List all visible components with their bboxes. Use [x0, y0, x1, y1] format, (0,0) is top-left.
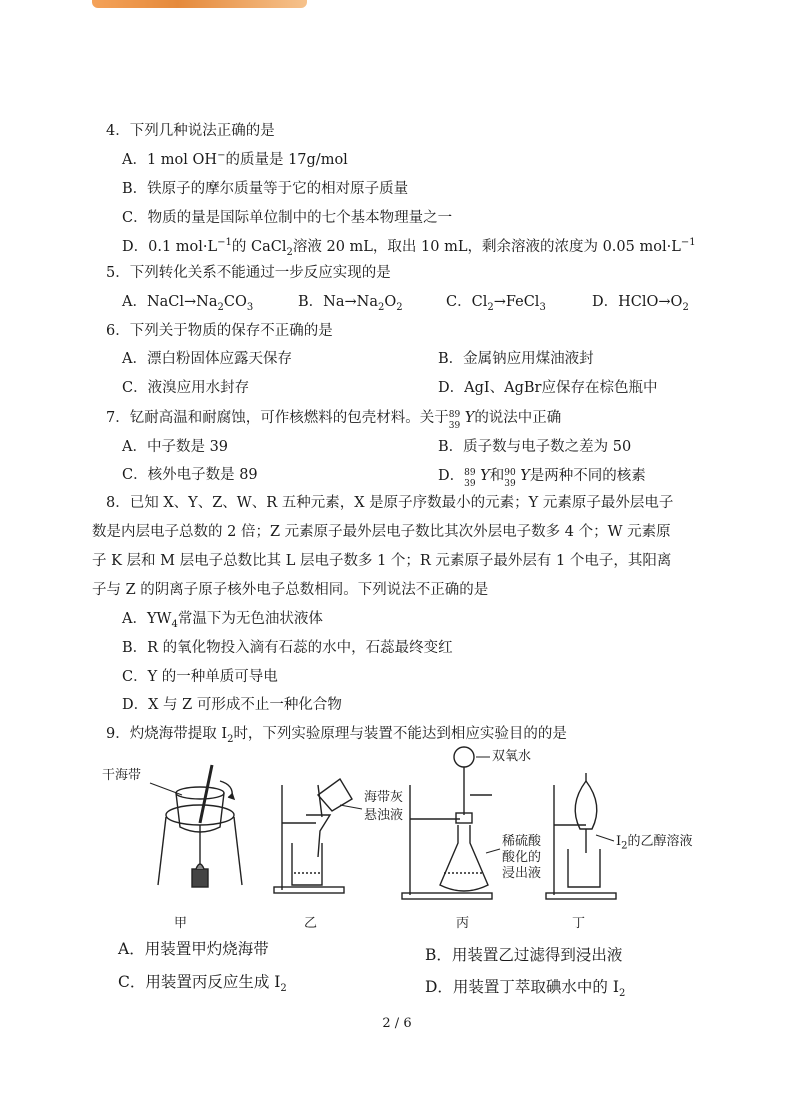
page-number: 2 / 6: [382, 1016, 412, 1031]
caption-bing: 丙: [456, 916, 470, 931]
q4-stem: 4．下列几种说法正确的是: [106, 123, 275, 139]
yttrium-90-nuclide: 90 39: [504, 468, 516, 489]
q7-option-c: C．核外电子数是 89: [122, 467, 258, 483]
label-iodine-ethanol: $I_2$的乙醇溶液: [616, 834, 693, 852]
q7-option-b: B．质子数与电子数之差为 50: [438, 439, 632, 455]
q5-option-a: A．$NaCl\to Na_2CO_3$: [122, 294, 254, 313]
label-dried-kelp: 干海带: [102, 768, 142, 783]
q6-option-b: B．金属钠应用煤油液封: [438, 351, 594, 367]
label-hydrogen-peroxide: 双氧水: [492, 749, 532, 764]
q8-option-d: D．X 与 Z 可形成不止一种化合物: [122, 697, 342, 713]
q5-option-b: B．$Na\to Na_2O_2$: [298, 294, 403, 313]
q8-stem-line3: 子 K 层和 M 层电子总数比其 L 层电子数多 1 个；R 元素原子最外层有 1 个电子，其阳离: [92, 553, 672, 569]
q9-option-b: B．用装置乙过滤得到浸出液: [425, 946, 623, 964]
q8-stem-line1: 8．已知 X、Y、Z、W、R 五种元素，X 是原子序数最小的元素；Y 元素原子最外层电子: [106, 495, 674, 511]
apparatus-ding-separatory-funnel: [546, 773, 616, 899]
top-decoration-bar: [92, 0, 307, 8]
q6-stem: 6．下列关于物质的保存不正确的是: [106, 323, 333, 339]
caption-ding: 丁: [572, 916, 586, 931]
caption-jia: 甲: [174, 916, 188, 931]
apparatus-bing-flask: [402, 747, 500, 899]
q7-option-d: D． 89 39 Y和 90 39 Y是两种不同的核素: [438, 468, 646, 489]
q4-option-d: D．0.1 $mol\cdot L^{-1}$的 CaCl$_2$溶液 20 mL，取出 10 mL，剩余溶液的浓度为 0.05 $mol\cdot L^{-1}$: [122, 237, 696, 258]
q8-option-a: A．$YW_4$常温下为无色油状液体: [122, 611, 323, 630]
label-acidified: 酸化的: [502, 850, 542, 865]
q9-stem: 9．灼烧海带提取 $I_2$时，下列实验原理与装置不能达到相应实验目的的是: [106, 726, 567, 745]
q7-option-a: A．中子数是 39: [122, 439, 229, 455]
q6-option-a: A．漂白粉固体应露天保存: [122, 351, 292, 367]
label-leachate: 浸出液: [502, 866, 542, 881]
yttrium-89-nuclide: 89 39: [448, 410, 461, 431]
q5-stem: 5．下列转化关系不能通过一步反应实现的是: [106, 265, 391, 281]
q8-option-b: B．R 的氧化物投入滴有石蕊的水中，石蕊最终变红: [122, 640, 453, 656]
q5-option-d: D．$HClO\to O_2$: [592, 294, 689, 313]
q6-option-c: C．液溴应用水封存: [122, 380, 250, 396]
q9-option-c: C．用装置丙反应生成 $I_2$: [118, 973, 287, 995]
q5-option-c: C．$Cl_2\to FeCl_3$: [446, 294, 546, 313]
apparatus-jia-crucible: [150, 765, 242, 887]
label-kelp-ash: 海带灰: [364, 790, 404, 805]
q9-option-d: D．用装置丁萃取碘水中的 $I_2$: [425, 978, 626, 1000]
label-dilute-sulfuric: 稀硫酸: [502, 834, 542, 849]
caption-yi: 乙: [304, 916, 318, 931]
q8-option-c: C．Y 的一种单质可导电: [122, 669, 278, 685]
yttrium-89-nuclide: 89 39: [464, 468, 476, 489]
q6-option-d: D．AgI、AgBr应保存在棕色瓶中: [438, 380, 658, 396]
q9-option-a: A．用装置甲灼烧海带: [118, 940, 269, 958]
q7-stem: 7．钇耐高温和耐腐蚀，可作核燃料的包壳材料。关于 89 39 Y的说法中正确: [106, 410, 562, 431]
q8-stem-line4: 子与 Z 的阴离子原子核外电子总数相同。下列说法不正确的是: [92, 582, 489, 598]
q4-option-c: C．物质的量是国际单位制中的七个基本物理量之一: [122, 210, 453, 226]
q4-option-b: B．铁原子的摩尔质量等于它的相对原子质量: [122, 181, 409, 197]
q8-stem-line2: 数是内层电子总数的 2 倍；Z 元素原子最外层电子数比其次外层电子数多 4 个；W 元素原: [92, 524, 671, 540]
apparatus-yi-filtration: [274, 779, 362, 893]
label-suspension: 悬浊液: [364, 808, 404, 823]
q4-option-a: A．1 mol OH−的质量是 17g/mol: [122, 150, 348, 168]
